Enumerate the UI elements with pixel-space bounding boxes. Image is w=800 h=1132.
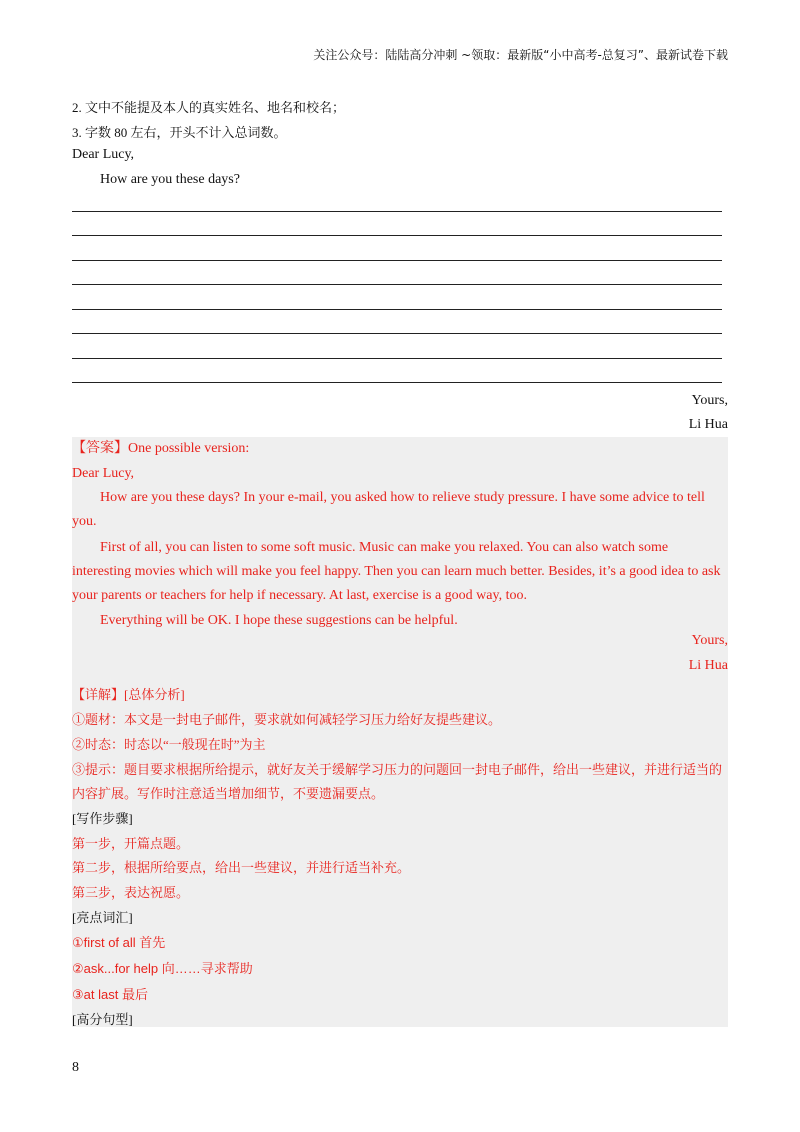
writing-line [72,358,722,359]
writing-line [72,309,722,310]
answer-salutation: Dear Lucy, [72,466,135,481]
letter-opening: How are you these days? [100,172,240,187]
page-header: 关注公众号：陆陆高分冲刺 ~领取：最新版“小中高考-总复习”、最新试卷下载 [313,48,728,62]
answer-header [72,437,728,461]
writing-line [72,260,722,261]
analysis-header [72,683,728,707]
writing-line [72,382,722,383]
writing-line [72,235,722,236]
vocab-item: ②ask...for help 向……寻求帮助 [72,961,253,976]
letter-salutation: Dear Lucy, [72,147,135,162]
step-item: 第一步，开篇点题。 [72,836,190,851]
answer-intro: One possible version: [128,441,250,456]
sentence-title: [高分句型] [72,1012,133,1027]
answer-signature: Li Hua [688,658,728,673]
vocab-title: [亮点词汇] [72,910,133,925]
step-item: 第二步，根据所给要点，给出一些建议，并进行适当补充。 [72,860,411,875]
answer-paragraph: First of all, you can listen to some soft music. Music can make you relaxed. You can also watch some interesting movies which will make you feel happy. Then you can learn much better. Besides, it’s a good idea to ask your parents or teachers for help if necessary. At last, exercise is a good way, too. [72,540,721,603]
requirement-item: 2. 文中不能提及本人的真实姓名、地名和校名； [72,100,346,115]
step-item: 第三步，表达祝愿。 [72,885,190,900]
letter-signature: Li Hua [688,417,728,432]
requirement-item: 3. 字数 80 左右，开头不计入总词数。 [72,125,287,140]
steps-title: [写作步骤] [72,811,133,826]
answer-paragraph: How are you these days? In your e-mail, you asked how to relieve study pressure. I have some advice to tell you. [72,490,705,529]
analysis-point: ②时态：时态以“一般现在时”为主 [72,737,266,752]
letter-closing: Yours, [691,393,728,408]
analysis-overview: [总体分析] [124,687,185,702]
analysis-point: ③提示：题目要求根据所给提示，就好友关于缓解学习压力的问题回一封电子邮件，给出一些建议，并进行适当的内容扩展。写作时注意适当增加细节，不要遗漏要点。 [72,762,723,801]
answer-paragraph: Everything will be OK. I hope these suggestions can be helpful. [100,613,458,628]
writing-line [72,333,722,334]
page-number: 8 [72,1060,79,1075]
answer-label: 【答案】 [72,441,128,456]
answer-closing: Yours, [691,633,728,648]
writing-line [72,211,722,212]
analysis-label: 【详解】 [72,687,125,702]
analysis-point: ①题材：本文是一封电子邮件，要求就如何减轻学习压力给好友提些建议。 [72,712,502,727]
writing-line [72,284,722,285]
vocab-item: ③at last 最后 [72,987,148,1002]
vocab-item: ①first of all 首先 [72,935,166,950]
